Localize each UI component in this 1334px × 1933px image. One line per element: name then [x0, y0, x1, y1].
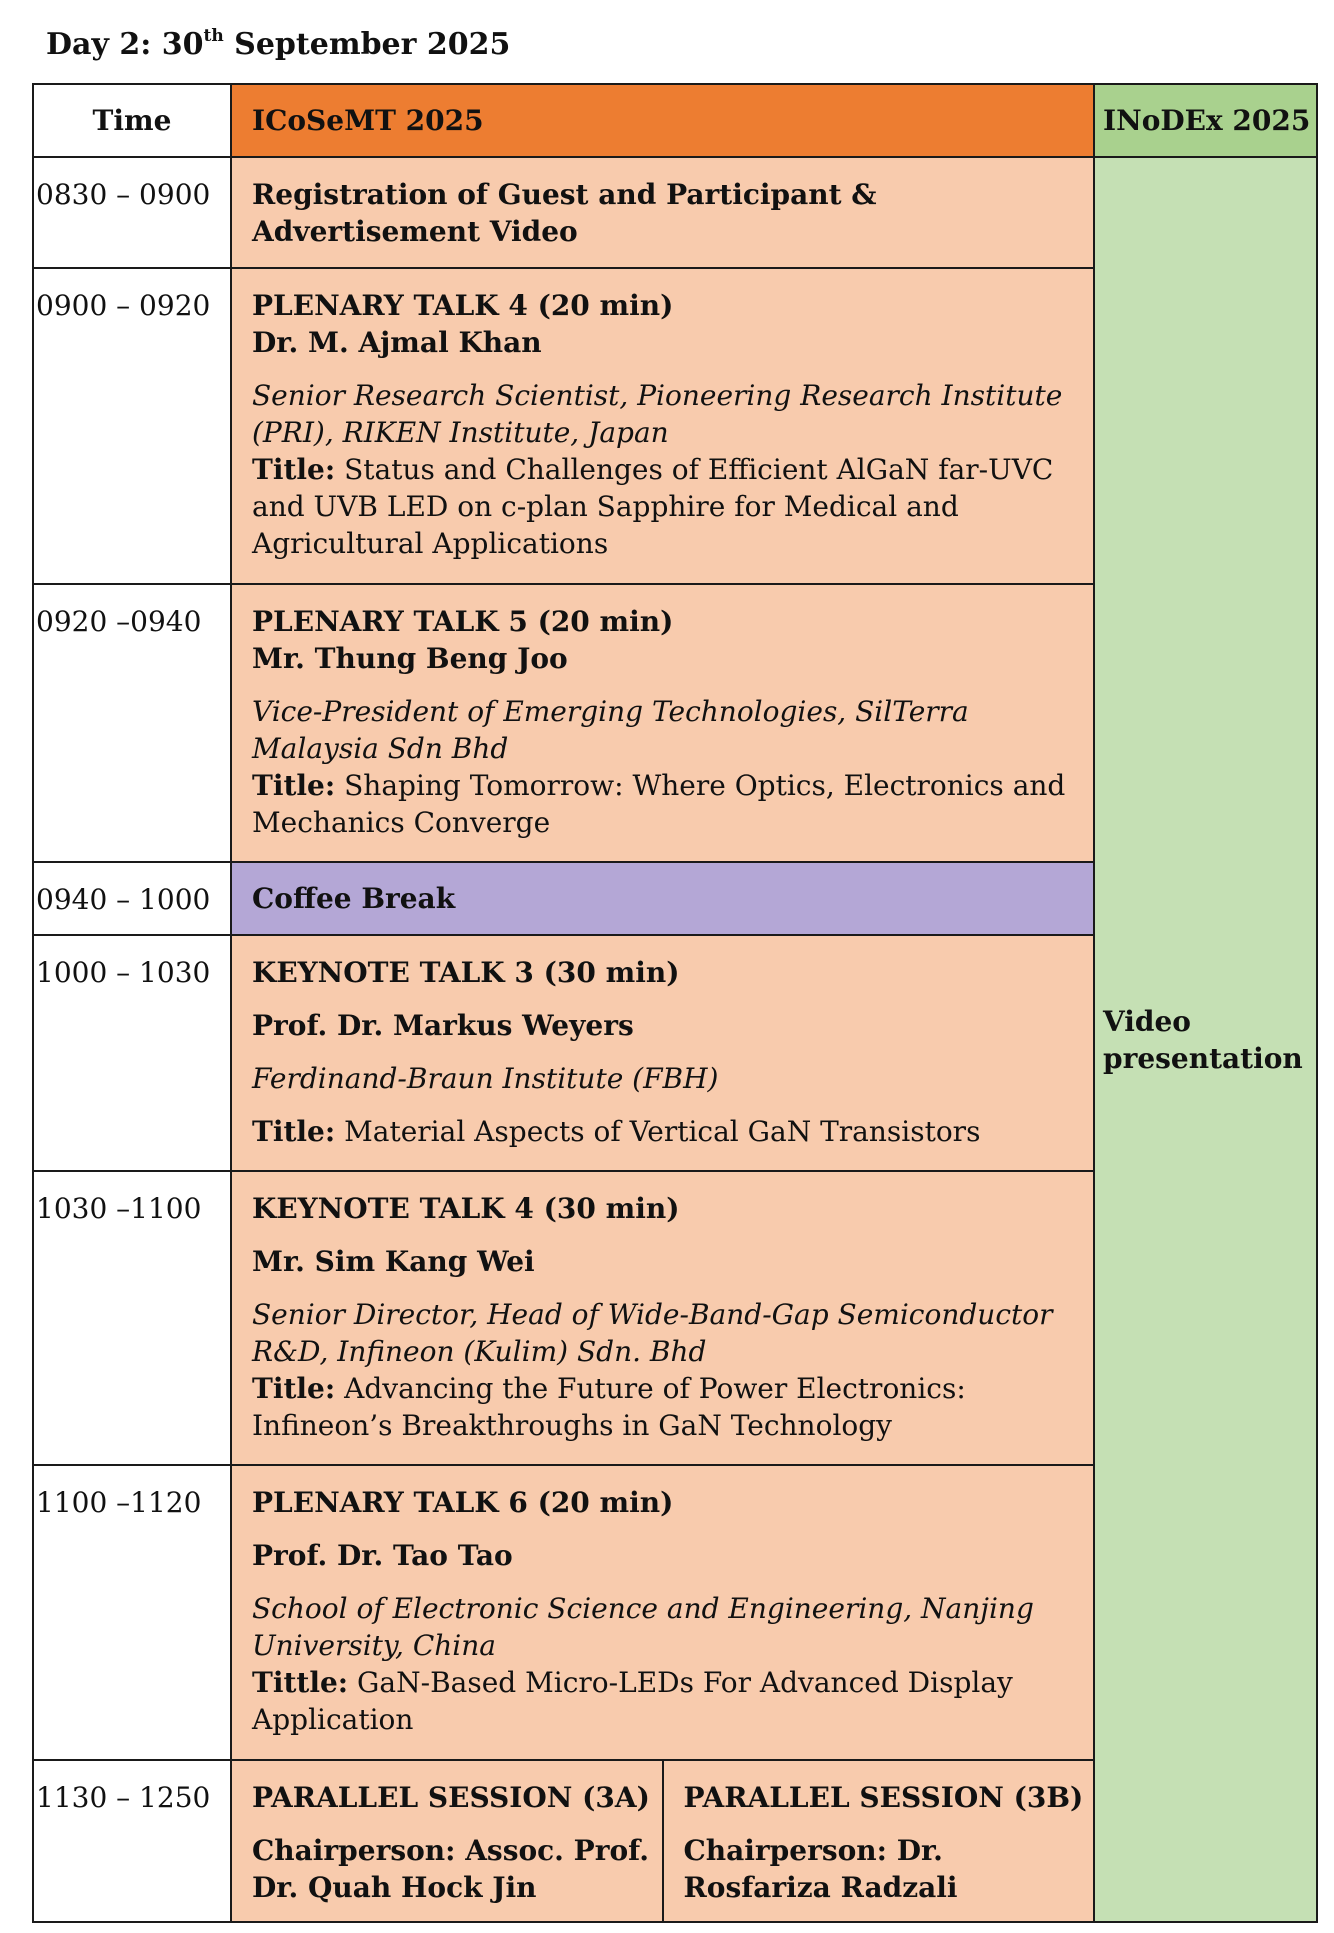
time-cell: 1100 –1120 — [33, 1465, 231, 1760]
talk-title: Title: Material Aspects of Vertical GaN Transistors — [252, 1115, 981, 1148]
session-label: PARALLEL SESSION (3B) — [683, 1781, 1084, 1814]
speaker-name: Dr. M. Ajmal Khan — [252, 326, 542, 359]
schedule-table — [32, 83, 1318, 1923]
speaker-name: Mr. Sim Kang Wei — [252, 1245, 535, 1278]
table-row — [33, 157, 1317, 268]
talk-label: PLENARY TALK 6 (20 min) — [252, 1486, 674, 1519]
speaker-name: Mr. Thung Beng Joo — [252, 642, 568, 675]
event-title: Registration of Guest and Participant & Advertisement Video — [252, 178, 877, 248]
talk-title: Title: Shaping Tomorrow: Where Optics, Electronics and Mechanics Converge — [252, 769, 1066, 839]
chairperson: Chairperson: Assoc. Prof. Dr. Quah Hock Jin — [252, 1834, 649, 1904]
time-cell: 0830 – 0900 — [33, 157, 231, 268]
talk-label: PLENARY TALK 4 (20 min) — [252, 289, 674, 322]
event-cell — [231, 1171, 1094, 1465]
speaker-affiliation: School of Electronic Science and Engineering, Nanjing University, China — [252, 1592, 1034, 1662]
event-cell — [231, 584, 1094, 862]
parallel-session-3a — [232, 1761, 662, 1921]
header-inodex: INoDEx 2025 — [1094, 84, 1317, 157]
talk-title: Title: Advancing the Future of Power Electronics: Infineon’s Breakthroughs in GaN Technology — [252, 1372, 966, 1442]
talk-label: KEYNOTE TALK 3 (30 min) — [252, 956, 680, 989]
time-cell: 1000 – 1030 — [33, 935, 231, 1171]
speaker-name: Prof. Dr. Markus Weyers — [252, 1009, 634, 1042]
speaker-affiliation: Vice-President of Emerging Technologies, SilTerra Malaysia Sdn Bhd — [252, 695, 969, 765]
chairperson: Chairperson: Dr. Rosfariza Radzali — [683, 1834, 958, 1904]
talk-label: PLENARY TALK 5 (20 min) — [252, 605, 674, 638]
header-row — [33, 84, 1317, 157]
day-title: Day 2: 30th September 2025 — [46, 26, 511, 62]
speaker-affiliation: Senior Director, Head of Wide-Band-Gap Semiconductor R&D, Infineon (Kulim) Sdn. Bhd — [252, 1298, 1053, 1368]
time-cell: 0920 –0940 — [33, 584, 231, 862]
inodex-video-presentation: Video presentation — [1094, 157, 1317, 1922]
speaker-name: Prof. Dr. Tao Tao — [252, 1539, 513, 1572]
parallel-sessions — [231, 1760, 1094, 1922]
session-label: PARALLEL SESSION (3A) — [252, 1781, 650, 1814]
speaker-affiliation: Ferdinand-Braun Institute (FBH) — [252, 1062, 719, 1095]
parallel-session-3b — [662, 1761, 1094, 1921]
speaker-affiliation: Senior Research Scientist, Pioneering Research Institute (PRI), RIKEN Institute, Japan — [252, 379, 1063, 449]
time-cell: 1130 – 1250 — [33, 1760, 231, 1922]
event-cell — [231, 1465, 1094, 1760]
header-icosemt: ICoSeMT 2025 — [231, 84, 1094, 157]
time-cell: 1030 –1100 — [33, 1171, 231, 1465]
coffee-break: Coffee Break — [231, 862, 1094, 935]
time-cell: 0900 – 0920 — [33, 268, 231, 584]
talk-label: KEYNOTE TALK 4 (30 min) — [252, 1192, 680, 1225]
header-time: Time — [33, 84, 231, 157]
talk-title: Title: Status and Challenges of Efficient AlGaN far-UVC and UVB LED on c-plan Sapphire for Medical and Agricultural Applications — [252, 453, 1054, 560]
event-cell — [231, 157, 1094, 268]
event-cell — [231, 268, 1094, 584]
talk-title: Tittle: GaN-Based Micro-LEDs For Advanced Display Application — [252, 1666, 1013, 1736]
time-cell: 0940 – 1000 — [33, 862, 231, 935]
event-cell — [231, 935, 1094, 1171]
